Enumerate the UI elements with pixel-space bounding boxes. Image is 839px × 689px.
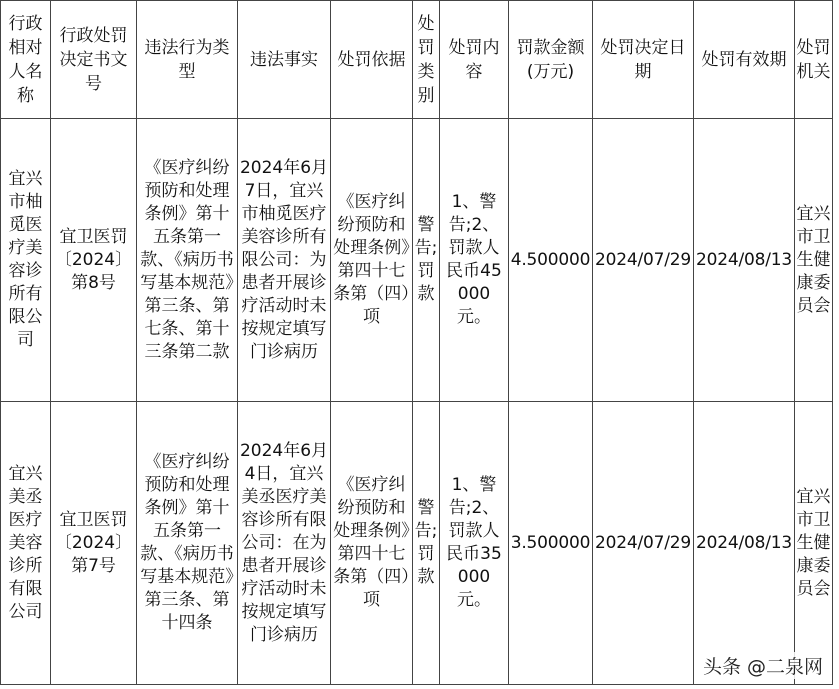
cell-penalty-basis: 《医疗纠纷预防和处理条例》第四十七条第（四）项	[331, 402, 413, 685]
cell-penalty-basis: 《医疗纠纷预防和处理条例》第四十七条第（四）项	[331, 119, 413, 402]
cell-party-name: 宜兴美丞医疗美容诊所有限公司	[1, 402, 51, 685]
cell-fine-amount: 4.500000	[509, 119, 593, 402]
header-violation-type: 违法行为类型	[137, 1, 238, 119]
cell-valid-until: 2024/08/13	[694, 119, 795, 402]
cell-violation-facts: 2024年6月4日，宜兴美丞医疗美容诊所有限公司：在为患者开展诊疗活动时未按规定填写门诊病历	[238, 402, 331, 685]
cell-decision-number: 宜卫医罚〔2024〕第8号	[51, 119, 137, 402]
header-valid-until: 处罚有效期	[694, 1, 795, 119]
cell-penalty-category: 警告;罚款	[413, 402, 440, 685]
cell-violation-type: 《医疗纠纷预防和处理条例》第十五条第一款、《病历书写基本规范》第三条、第七条、第十三条第二款	[137, 119, 238, 402]
watermark: 头条 @二泉网	[701, 652, 825, 679]
cell-party-name: 宜兴市柚觅医疗美容诊所有限公司	[1, 119, 51, 402]
cell-violation-type: 《医疗纠纷预防和处理条例》第十五条第一款、《病历书写基本规范》第三条、第十四条	[137, 402, 238, 685]
cell-penalty-content: 1、警告;2、罚款人民币45000元。	[440, 119, 509, 402]
cell-decision-date: 2024/07/29	[593, 402, 694, 685]
cell-authority: 宜兴市卫生健康委员会	[795, 402, 833, 685]
table-row	[1, 402, 833, 685]
cell-violation-facts: 2024年6月7日，宜兴市柚觅医疗美容诊所有限公司：为患者开展诊疗活动时未按规定填写门诊病历	[238, 119, 331, 402]
table-row	[1, 119, 833, 402]
cell-penalty-content: 1、警告;2、罚款人民币35000元。	[440, 402, 509, 685]
cell-decision-number: 宜卫医罚〔2024〕第7号	[51, 402, 137, 685]
header-penalty-basis: 处罚依据	[331, 1, 413, 119]
header-decision-date: 处罚决定日期	[593, 1, 694, 119]
cell-decision-date: 2024/07/29	[593, 119, 694, 402]
header-penalty-category: 处罚类别	[413, 1, 440, 119]
header-party-name: 行政相对人名称	[1, 1, 51, 119]
cell-authority: 宜兴市卫生健康委员会	[795, 119, 833, 402]
header-fine-amount: 罚款金额(万元)	[509, 1, 593, 119]
header-authority: 处罚机关	[795, 1, 833, 119]
header-penalty-content: 处罚内容	[440, 1, 509, 119]
header-decision-number: 行政处罚决定书文号	[51, 1, 137, 119]
cell-valid-until: 2024/08/13	[694, 402, 795, 685]
header-violation-facts: 违法事实	[238, 1, 331, 119]
cell-penalty-category: 警告;罚款	[413, 119, 440, 402]
header-row	[1, 1, 833, 119]
cell-fine-amount: 3.500000	[509, 402, 593, 685]
